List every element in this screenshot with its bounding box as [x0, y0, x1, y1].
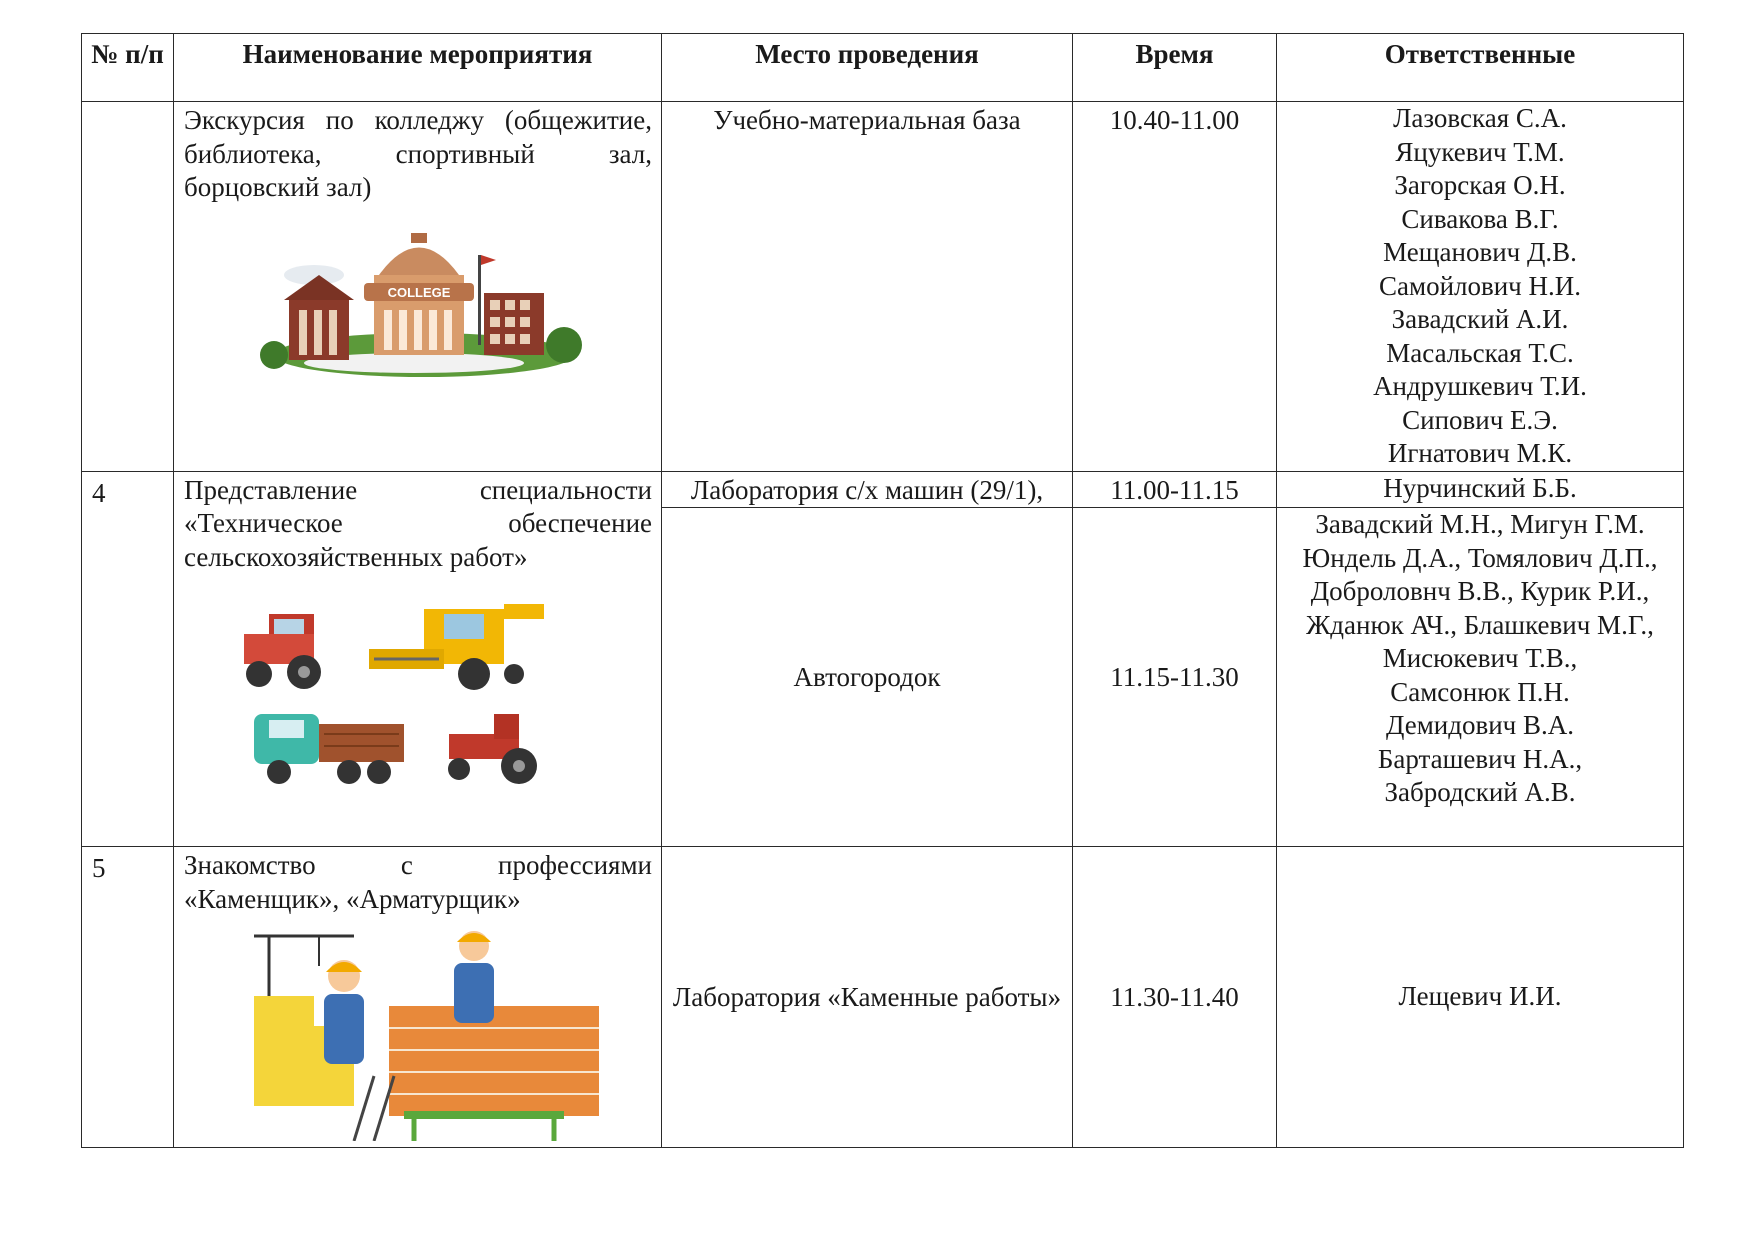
responsible-person: Доброловнч В.В., Курик Р.И., — [1310, 576, 1650, 606]
place-cell: Лаборатория «Каменные работы» — [662, 847, 1073, 1148]
responsible-person: Демидович В.А. — [1385, 710, 1575, 740]
event-cell — [174, 102, 662, 472]
header-row — [82, 34, 1684, 102]
responsible-person: Забродский А.В. — [1384, 777, 1576, 807]
table-row — [82, 471, 1684, 508]
time-cell: 11.15-11.30 — [1073, 508, 1277, 847]
event-title: Представление специальности «Техническое обеспечение сельскохозяйственных работ» — [184, 474, 652, 572]
place-cell: Учебно-материальная база — [662, 102, 1073, 472]
responsible-person: Барташевич Н.А., — [1377, 743, 1583, 774]
event-cell — [174, 471, 662, 847]
header-responsible: Ответственные — [1277, 34, 1684, 102]
row-number: 4 — [82, 471, 174, 847]
time-cell: 11.00-11.15 — [1073, 471, 1277, 508]
responsible-person: Юндель Д.А., Томялович Д.П., — [1302, 542, 1658, 573]
responsible-person: Игнатович М.К. — [1387, 438, 1573, 468]
responsible-person: Завадский М.Н., Мигун Г.М. — [1315, 509, 1645, 539]
responsible-person: Самойлович Н.И. — [1378, 270, 1582, 301]
responsible-cell — [1277, 471, 1684, 508]
responsible-person: Андрушкевич Т.И. — [1373, 371, 1587, 401]
responsible-person: Загорская О.Н. — [1394, 170, 1566, 200]
responsible-person: Мещанович Д.В. — [1383, 237, 1577, 267]
responsible-cell — [1277, 847, 1684, 1148]
header-place: Место проведения — [662, 34, 1073, 102]
responsible-cell — [1277, 102, 1684, 472]
event-title: Знакомство с профессиями «Каменщик», «Арматурщик» — [184, 850, 652, 914]
place-cell: Автогородок — [662, 508, 1073, 847]
responsible-person: Масальская Т.С. — [1386, 337, 1574, 368]
time-cell: 10.40-11.00 — [1073, 102, 1277, 472]
time-cell: 11.30-11.40 — [1073, 847, 1277, 1148]
responsible-person: Нурчинский Б.Б. — [1383, 472, 1577, 503]
responsible-person: Мисюкевич Т.В., — [1382, 643, 1578, 673]
college-sign: COLLEGE — [387, 284, 451, 300]
row-number: 5 — [82, 847, 174, 1148]
college-building-illustration — [174, 205, 662, 405]
table-row — [82, 102, 1684, 472]
header-event: Наименование мероприятия — [174, 34, 662, 102]
responsible-person: Сипович Е.Э. — [1402, 404, 1558, 435]
responsible-person: Лещевич И.И. — [1398, 981, 1562, 1012]
responsible-person: Сивакова В.Г. — [1401, 203, 1559, 234]
table-row — [82, 847, 1684, 1148]
bricklayers-illustration — [174, 916, 662, 1141]
header-num: № п/п — [82, 34, 174, 102]
place-cell: Лаборатория с/х машин (29/1), — [662, 471, 1073, 508]
responsible-person: Завадский А.И. — [1391, 304, 1569, 334]
header-time: Время — [1073, 34, 1277, 102]
agricultural-machinery-illustration — [174, 574, 662, 814]
row-number — [82, 102, 174, 472]
events-table — [81, 33, 1684, 1148]
responsible-person: Самсонюк П.Н. — [1390, 676, 1570, 707]
responsible-person: Жданюк АЧ., Блашкевич М.Г., — [1306, 609, 1654, 640]
event-title: Экскурсия по колледжу (общежитие, библиотека, спортивный зал, борцовский зал) — [184, 105, 652, 202]
responsible-person: Лазовская С.А. — [1393, 103, 1567, 133]
event-cell — [174, 847, 662, 1148]
responsible-person: Яцукевич Т.М. — [1395, 136, 1565, 167]
responsible-cell — [1277, 508, 1684, 847]
